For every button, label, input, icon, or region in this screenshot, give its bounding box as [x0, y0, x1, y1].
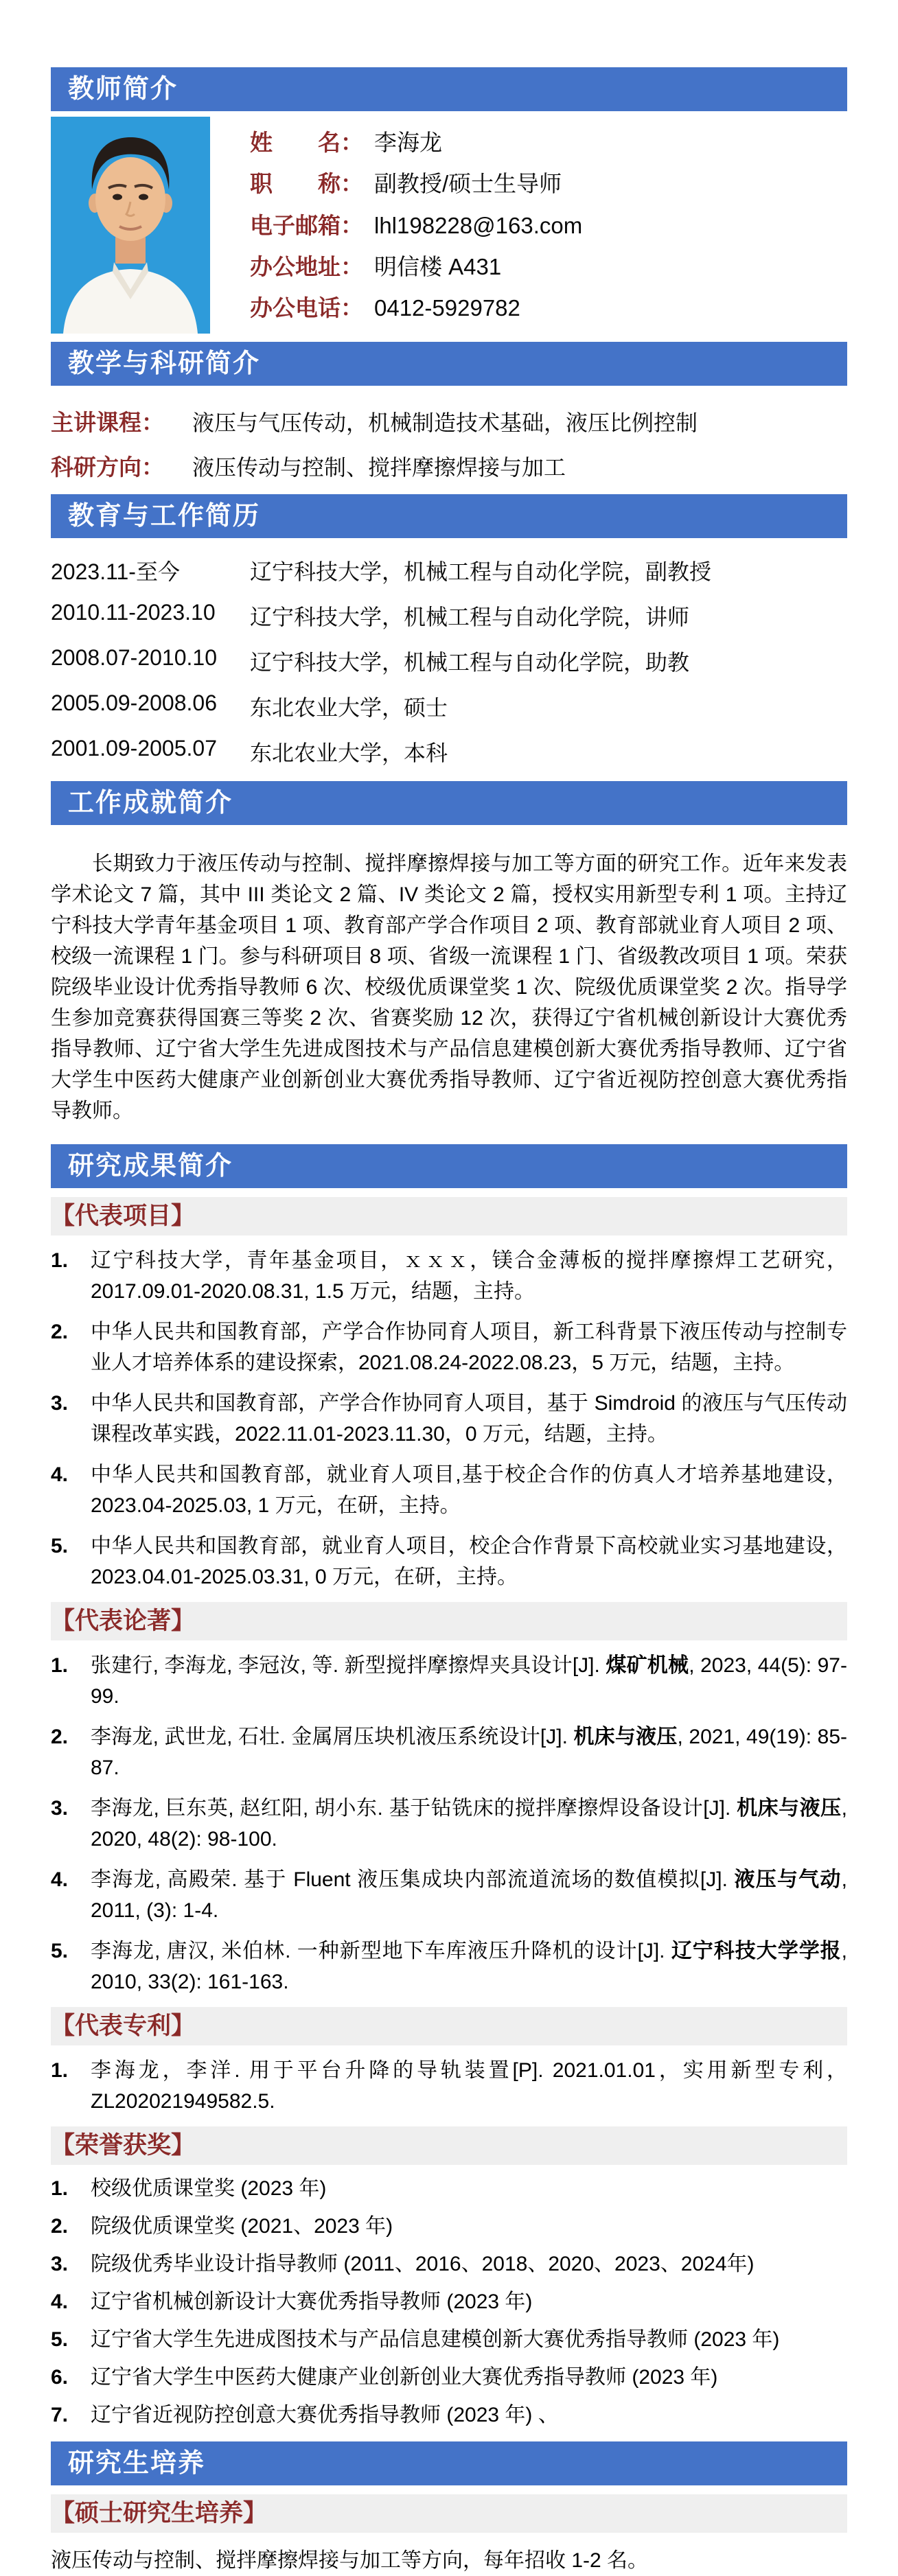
education-work-row — [51, 600, 847, 631]
list-item — [51, 1721, 847, 1783]
section-header-education-work — [51, 494, 847, 538]
list-item — [51, 1650, 847, 1712]
profile-field-row — [250, 208, 847, 240]
patents-list — [51, 2055, 847, 2117]
courses-value: 液压与气压传动，机械制造技术基础，液压比例控制 — [192, 410, 698, 435]
education-work-row — [51, 555, 847, 586]
period: 2023.11-至今 — [51, 559, 180, 584]
citation-volume-pages: , 2021, 49(19): 85-87. — [91, 1726, 848, 1779]
item-number: 2. — [51, 2215, 69, 2238]
citation-authors-title: 李海龙, 高殿荣. 基于 Fluent 液压集成块内部流道流场的数值模拟[J]. — [91, 1868, 735, 1891]
journal-name: 煤矿机械 — [606, 1654, 689, 1677]
teaching-research-section — [51, 405, 847, 482]
section-title: 教育与工作简历 — [68, 502, 261, 531]
field-label-office: 办公地址： — [250, 253, 363, 279]
item-number: 1. — [51, 2059, 69, 2082]
detail: 东北农业大学，硕士 — [250, 695, 448, 720]
list-item — [51, 2364, 847, 2391]
field-value-title: 副教授/硕士生导师 — [374, 171, 562, 197]
field-label-email: 电子邮箱： — [250, 212, 363, 238]
subheading-papers: 【代表论著】 — [51, 1602, 847, 1640]
period: 2001.09-2005.07 — [51, 736, 217, 761]
document-content — [51, 67, 847, 2576]
item-number: 3. — [51, 2253, 69, 2275]
item-number: 2. — [51, 1726, 69, 1748]
citation-authors-title: 李海龙, 唐汉, 米伯林. 一种新型地下车库液压升降机的设计[J]. — [91, 1940, 671, 1962]
education-work-row — [51, 645, 847, 677]
citation-authors-title: 李海龙, 武世龙, 石壮. 金属屑压块机液压系统设计[J]. — [91, 1726, 574, 1748]
paper-citation — [91, 1721, 847, 1783]
profile-field-row — [250, 249, 847, 281]
subheading-master-students: 【硕士研究生培养】 — [51, 2494, 847, 2533]
award-text: 院级优秀毕业设计指导教师 (2011、2016、2018、2020、2023、2024年) — [91, 2253, 755, 2275]
list-item — [51, 2326, 847, 2354]
journal-name: 液压与气动 — [734, 1868, 842, 1891]
item-number: 4. — [51, 1868, 69, 1891]
field-label-name: 姓 名： — [250, 130, 363, 155]
citation-volume-pages: , 2010, 33(2): 161-163. — [91, 1940, 847, 1993]
id-photo-illustration — [51, 117, 210, 334]
field-label-phone: 办公电话： — [250, 295, 363, 321]
award-text: 辽宁省近视防控创意大赛优秀指导教师 (2023 年) 、 — [91, 2404, 559, 2426]
profile-photo — [51, 117, 210, 334]
section-header-teaching-research — [51, 342, 847, 386]
item-number: 5. — [51, 2328, 69, 2351]
project-text: 中华人民共和国教育部，就业育人项目，校企合作背景下高校就业实习基地建设，2023.04.01-2025.03.31, 0 万元，在研，主持。 — [91, 1535, 847, 1588]
paper-citation — [91, 1864, 847, 1926]
item-number: 5. — [51, 1940, 69, 1962]
section-header-teacher-intro — [51, 67, 847, 111]
project-text: 辽宁科技大学，青年基金项目，ｘｘｘ，镁合金薄板的搅拌摩擦焊工艺研究，2017.09.01-2020.08.31, 1.5 万元，结题，主持。 — [91, 1249, 847, 1303]
awards-list — [51, 2175, 847, 2429]
field-value-name: 李海龙 — [374, 130, 442, 155]
field-value-email: lhl198228@163.com — [374, 212, 583, 238]
item-number: 1. — [51, 2177, 69, 2200]
courses-label: 主讲课程： — [51, 410, 164, 435]
education-work-row — [51, 736, 847, 767]
research-direction-value: 液压传动与控制、搅拌摩擦焊接与加工 — [192, 455, 566, 480]
item-number: 6. — [51, 2366, 69, 2389]
item-number: 3. — [51, 1797, 69, 1820]
paper-citation — [91, 1650, 847, 1712]
citation-volume-pages: , 2011, (3): 1-4. — [91, 1868, 847, 1922]
item-number: 5. — [51, 1535, 69, 1557]
list-item — [51, 1531, 847, 1592]
item-number: 1. — [51, 1654, 69, 1677]
section-title: 教师简介 — [68, 75, 179, 104]
journal-name: 辽宁科技大学学报 — [671, 1940, 842, 1962]
achievements-paragraph: 长期致力于液压传动与控制、搅拌摩擦焊接与加工等方面的研究工作。近年来发表学术论文 7 篇，其中 III 类论文 2 篇、IV 类论文 2 篇，授权实用新型专利 1 项。主持辽宁科技大学青年基金项目 1 项、教育部产学合作项目 2 项、教育部就业育人项目 2 项、校级一流课程 1 门。参与科研项目 8 项、省级一流课程 1 门、省级教改项目 1 项。荣获院级毕业设计优秀指导教师 6 次、校级优质课堂奖 1 次、院级优质课堂奖 2 次。指导学生参加竞赛获得国赛三等奖 2 次、省赛奖励 12 次，获得辽宁省机械创新设计大赛优秀指导教师、辽宁省大学生先进成图技术与产品信息建模创新大赛优秀指导教师、辽宁省大学生中医药大健康产业创新创业大赛优秀指导教师、辽宁省近视防控创意大赛优秀指导教师。 — [51, 852, 847, 1122]
patent-text: 李海龙，李洋. 用于平台升降的导轨装置[P]. 2021.01.01，实用新型专利，ZL202021949582.5. — [91, 2059, 847, 2113]
top-margin — [0, 0, 898, 67]
education-work-section — [51, 555, 847, 767]
list-item — [51, 1245, 847, 1307]
award-text: 辽宁省机械创新设计大赛优秀指导教师 (2023 年) — [91, 2290, 533, 2313]
field-label-title: 职 称： — [250, 171, 363, 197]
list-item — [51, 2213, 847, 2240]
period: 2005.09-2008.06 — [51, 691, 217, 715]
citation-volume-pages: , 2023, 44(5): 97-99. — [91, 1654, 847, 1708]
list-item — [51, 2251, 847, 2278]
profile-field-row — [250, 290, 847, 323]
list-item — [51, 1793, 847, 1855]
list-item — [51, 1388, 847, 1450]
period: 2008.07-2010.10 — [51, 645, 217, 670]
item-number: 1. — [51, 1249, 69, 1272]
detail: 辽宁科技大学，机械工程与自动化学院，副教授 — [250, 559, 712, 584]
education-work-row — [51, 691, 847, 722]
list-item — [51, 1864, 847, 1926]
paper-citation — [91, 1793, 847, 1855]
item-number: 4. — [51, 2290, 69, 2313]
projects-list — [51, 1245, 847, 1592]
subheading-patents: 【代表专利】 — [51, 2007, 847, 2045]
section-title: 研究生培养 — [68, 2449, 206, 2478]
list-item — [51, 2402, 847, 2429]
profile-section — [51, 117, 847, 334]
detail: 辽宁科技大学，机械工程与自动化学院，助教 — [250, 650, 690, 675]
papers-list — [51, 1650, 847, 1997]
list-item — [51, 2288, 847, 2316]
project-text: 中华人民共和国教育部，产学合作协同育人项目，新工科背景下液压传动与控制专业人才培养体系的建设探索，2021.08.24-2022.08.23，5 万元，结题，主持。 — [91, 1321, 847, 1374]
research-direction-label: 科研方向： — [51, 454, 164, 480]
project-text: 中华人民共和国教育部，就业育人项目,基于校企合作的仿真人才培养基地建设，2023.04-2025.03, 1 万元，在研，主持。 — [91, 1463, 847, 1517]
list-item — [51, 1459, 847, 1521]
section-title: 工作成就简介 — [68, 789, 233, 817]
research-direction-row — [51, 450, 847, 482]
subheading-awards: 【荣誉获奖】 — [51, 2126, 847, 2165]
project-text: 中华人民共和国教育部，产学合作协同育人项目，基于 Simdroid 的液压与气压传动课程改革实践，2022.11.01-2023.11.30，0 万元，结题，主持。 — [91, 1392, 847, 1446]
field-value-phone: 0412-5929782 — [374, 295, 520, 321]
list-item — [51, 1316, 847, 1378]
field-value-office: 明信楼 A431 — [374, 253, 502, 279]
list-item — [51, 1936, 847, 1997]
list-item — [51, 2175, 847, 2203]
item-number: 4. — [51, 1463, 69, 1486]
citation-authors-title: 李海龙, 巨东英, 赵红阳, 胡小东. 基于钻铣床的搅拌摩擦焊设备设计[J]. — [91, 1797, 737, 1820]
section-header-graduate — [51, 2441, 847, 2485]
item-number: 3. — [51, 1392, 69, 1415]
section-title: 教学与科研简介 — [68, 349, 261, 378]
section-header-achievements — [51, 781, 847, 825]
detail: 东北农业大学，本科 — [250, 741, 448, 765]
graduate-recruiting-text: 液压传动与控制、搅拌摩擦焊接与加工等方向，每年招收 1-2 名。 — [51, 2549, 649, 2572]
citation-volume-pages: , 2020, 48(2): 98-100. — [91, 1797, 848, 1850]
courses-row — [51, 405, 847, 437]
citation-authors-title: 张建行, 李海龙, 李冠汝, 等. 新型搅拌摩擦焊夹具设计[J]. — [91, 1654, 606, 1677]
period: 2010.11-2023.10 — [51, 600, 216, 625]
item-number: 2. — [51, 1321, 69, 1343]
section-title: 研究成果简介 — [68, 1152, 233, 1181]
profile-field-row — [250, 166, 847, 198]
award-text: 院级优质课堂奖 (2021、2023 年) — [91, 2215, 393, 2238]
award-text: 辽宁省大学生先进成图技术与产品信息建模创新大赛优秀指导教师 (2023 年) — [91, 2328, 780, 2351]
profile-field-row — [250, 125, 847, 157]
award-text: 校级优质课堂奖 (2023 年) — [91, 2177, 327, 2200]
item-number: 7. — [51, 2404, 69, 2426]
journal-name: 机床与液压 — [737, 1797, 842, 1820]
journal-name: 机床与液压 — [573, 1726, 678, 1748]
section-header-research-output — [51, 1144, 847, 1188]
list-item — [51, 2055, 847, 2117]
profile-fields — [250, 117, 847, 334]
detail: 辽宁科技大学，机械工程与自动化学院，讲师 — [250, 605, 690, 629]
award-text: 辽宁省大学生中医药大健康产业创新创业大赛优秀指导教师 (2023 年) — [91, 2366, 718, 2389]
subheading-projects: 【代表项目】 — [51, 1197, 847, 1235]
paper-citation — [91, 1936, 847, 1997]
